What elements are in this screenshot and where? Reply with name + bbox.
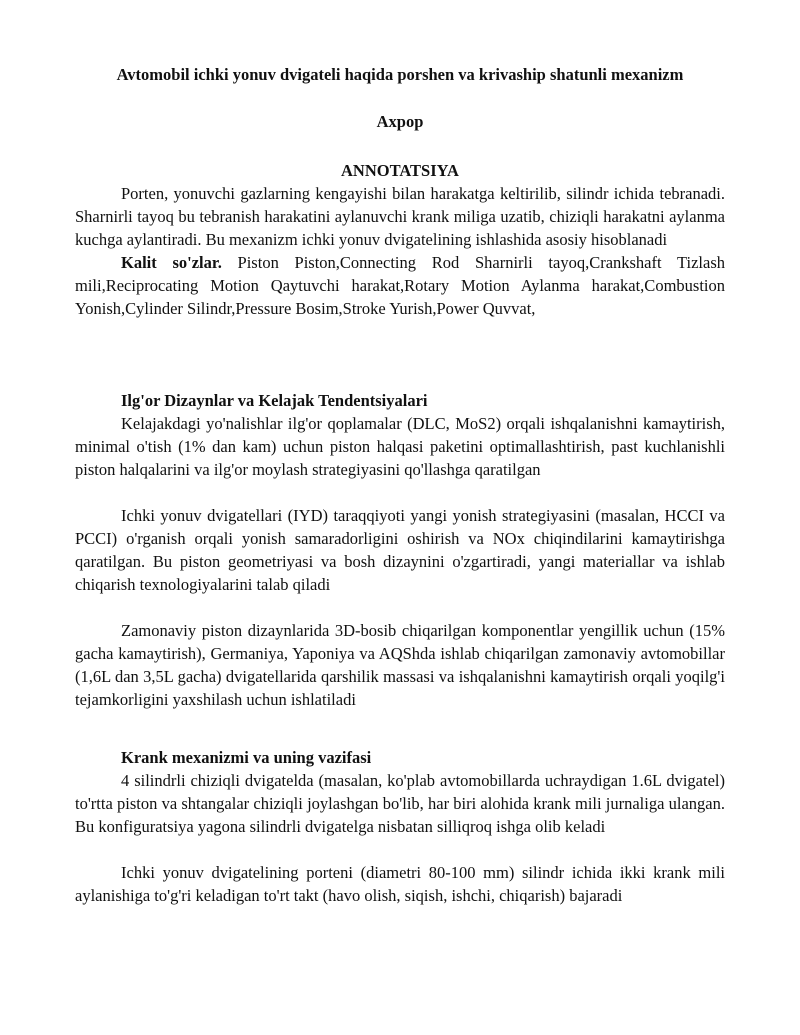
keywords-label: Kalit so'zlar.	[121, 253, 222, 272]
section-heading-advanced-designs: Ilg'or Dizaynlar va Kelajak Tendentsiyalari	[121, 391, 428, 410]
annotation-text: Porten, yonuvchi gazlarning kengayishi bilan harakatga keltirilib, silindr ichida tebranadi. Sharnirli tayoq bu tebranish harakatini aylanuvchi krank miliga uzatib, chiziqli harakatni aylanma kuchga aylantiradi. Bu mexanizm ichki yonuv dvigatelining ishlashida asosiy hisoblanadi	[75, 184, 725, 249]
document-page	[75, 60, 725, 907]
document-title: Avtomobil ichki yonuv dvigateli haqida porshen va krivaship shatunli mexanizm	[116, 65, 684, 84]
keywords-paragraph	[75, 251, 725, 320]
keywords-text: Piston Piston,Connecting Rod Sharnirli tayoq,Crankshaft Tizlash mili,Reciprocating Motion Qaytuvchi harakat,Rotary Motion Aylanma harakat,Combustion Yonish,Cylinder Silindr,Pressure Bosim,Stroke Yurish,Power Quvvat,	[75, 253, 725, 318]
annotation-heading: ANNOTATSIYA	[341, 161, 459, 180]
section1-paragraph-1: Kelajakdagi yo'nalishlar ilg'or qoplamalar (DLC, MoS2) orqali ishqalanishni kamaytirish, minimal o'tish (1% dan kam) uchun piston halqasi paketini optimallashtirish, past kuchlanishli piston halqalarini va ilg'or moylash strategiyasini qo'llashga qaratilgan	[75, 414, 725, 479]
section1-paragraph-3: Zamonaviy piston dizaynlarida 3D-bosib chiqarilgan komponentlar yengillik uchun (15% gacha kamaytirish), Germaniya, Yaponiya va AQShda ishlab chiqarilgan zamonaviy avtomobillar (1,6L dan 3,5L gacha) dvigatellarida qarshilik massasi va ishqalanishni kamaytirish orqali yoqilg'i tejamkorligini yaxshilash uchun ishlatiladi	[75, 621, 725, 709]
section2-paragraph-1: 4 silindrli chiziqli dvigatelda (masalan, ko'plab avtomobillarda uchraydigan 1.6L dvigatel) to'rtta piston va shtangalar chiziqli joylashgan bo'lib, har biri alohida krank mili jurnaliga ulangan. Bu konfiguratsiya yagona silindrli dvigatelga nisbatan silliqroq ishga olib keladi	[75, 771, 725, 836]
section2-paragraph-2: Ichki yonuv dvigatelining porteni (diametri 80-100 mm) silindr ichida ikki krank mili aylanishiga to'g'ri keladigan to'rt takt (havo olish, siqish, ishchi, chiqarish) bajaradi	[75, 863, 725, 905]
section-heading-crank-mechanism: Krank mexanizmi va uning vazifasi	[121, 748, 372, 767]
section1-paragraph-2: Ichki yonuv dvigatellari (IYD) taraqqiyoti yangi yonish strategiyasini (masalan, HCCI va PCCI) o'rganish orqali yonish samaradorligini oshirish va NOx chiqindilarini kamaytirishga qaratilgan. Bu piston geometriyasi va bosh dizaynini o'zgartiradi, yangi materiallar va ishlab chiqarish texnologiyalarini talab qiladi	[75, 506, 725, 594]
author-name: Axpop	[376, 112, 424, 131]
